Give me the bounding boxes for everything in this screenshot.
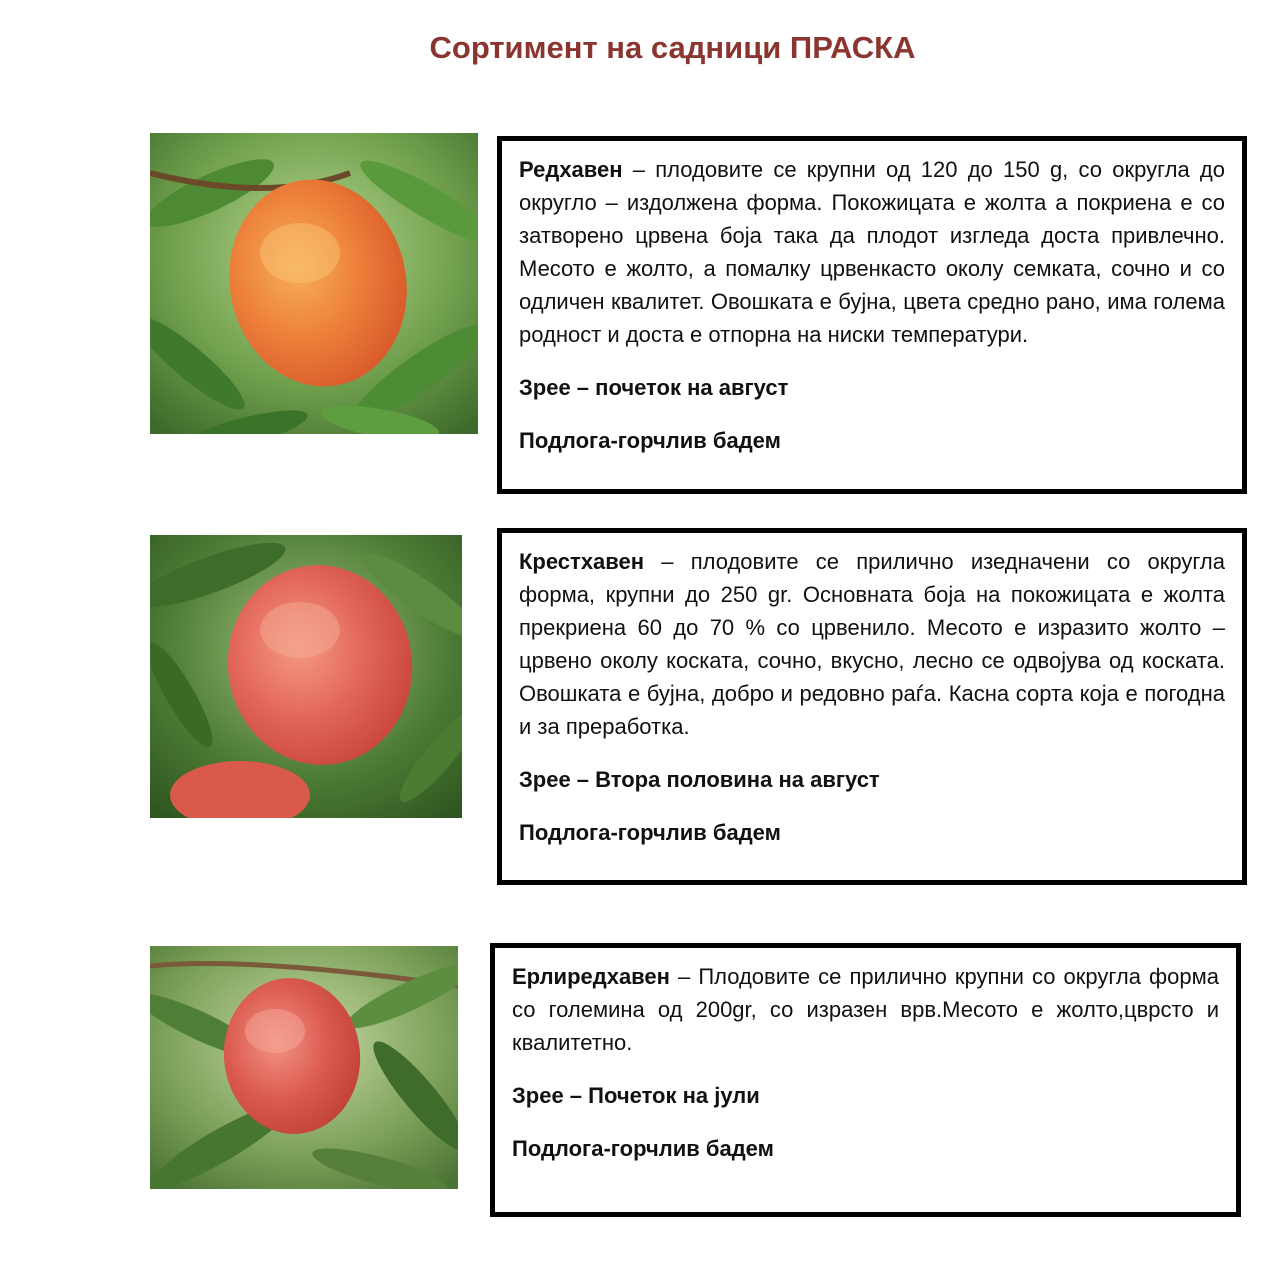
variety-name: Ерлиредхавен	[512, 964, 670, 989]
earlyredhaven-description	[512, 960, 1219, 1059]
ripening-time: Зрее – почеток на август	[519, 375, 789, 400]
cresthaven-description-box	[497, 528, 1247, 885]
redhaven-description	[519, 153, 1225, 351]
rootstock: Подлога-горчлив бадем	[519, 820, 781, 845]
variety-name: Крестхавен	[519, 549, 645, 574]
variety-description: – плодовите се прилично изедначени со округла форма, крупни до 250 gr. Основната боја на покожицата е жолта прекриена 60 до 70 % со црвенило. Месото е изразито жолто – црвено околу коската, сочно, вкусно, лесно се одвојува од коската. Овошката е бујна, добро и редовно раѓа. Касна сорта која е погодна и за преработка.	[519, 549, 1225, 739]
earlyredhaven-description-box	[490, 943, 1241, 1217]
variety-description: – Плодовите се прилично крупни со округла форма со големина од 200gr, со изразен врв.Месото е жолто,цврсто и квалитетно.	[512, 964, 1219, 1055]
cresthaven-description	[519, 545, 1225, 743]
page-title: Сортимент на садници ПРАСКА	[429, 30, 916, 65]
ripening-time: Зрее – Почеток на јули	[512, 1083, 760, 1108]
redhaven-description-box	[497, 136, 1247, 494]
cresthaven-photo	[150, 535, 462, 818]
ripening-time: Зрее – Втора половина на август	[519, 767, 880, 792]
earlyredhaven-photo	[150, 946, 458, 1189]
rootstock: Подлога-горчлив бадем	[512, 1136, 774, 1161]
peach-photo-icon	[150, 535, 462, 818]
rootstock: Подлога-горчлив бадем	[519, 428, 781, 453]
variety-description: – плодовите се крупни од 120 до 150 g, со округла до округло – издолжена форма. Покожицата е жолта а покриена е со затворено црвена боја така да плодот изгледа доста привлечно. Месото е жолто, а помалку црвенкасто околу семката, сочно и со одличен квалитет. Овошката е бујна, цвета средно рано, има голема родност и доста е отпорна на ниски температури.	[519, 157, 1225, 347]
peach-photo-icon	[150, 946, 458, 1189]
variety-name: Редхавен	[519, 157, 623, 182]
peach-photo-icon	[150, 133, 478, 434]
redhaven-photo	[150, 133, 478, 434]
